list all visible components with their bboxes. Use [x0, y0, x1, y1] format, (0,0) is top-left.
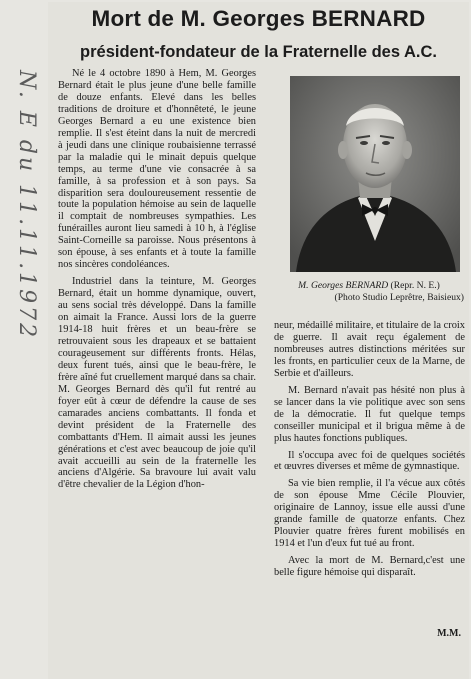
article-paragraph: neur, médaillé militaire, et titulaire de la croix de guerre. Il avait reçu également de nombreuses autres distinctions méritées sur les fronts, en particulier ceux de la Marne, de Serbie et d'ailleurs. — [274, 320, 465, 379]
portrait-photo — [290, 76, 460, 272]
article-paragraph: Né le 4 octobre 1890 à Hem, M. Georges Bernard était le plus jeune d'une belle famille de douze enfants. Elevé dans les belles traditions de droiture et d'honnêteté, le jeune Georges Bernard a eu une existence bien remplie. Il s'est éteint dans la nuit de mercredi à jeudi dans une clinique roubaisienne terrassé par la maladie qui le minait depuis quelque temps, au terme d'une vie consacrée à sa famille, à sa profession et à son pays. Sa disparition sera douloureusement ressentie de toute la population hémoise au sein de laquelle il comptait de nombreuses sympathies. Les funérailles auront lieu samedi à 10 h, à l'église Saint-Corneille sa paroisse. Nous présentons à son épouse, à ses enfants et à toute la famille nos sincères condoléances. — [58, 68, 256, 271]
article-column-right — [274, 320, 465, 584]
caption-rep: (Repr. N. E.) — [390, 280, 440, 291]
handwritten-note-text: N. E du 11.11.1972 — [14, 70, 39, 341]
article-title: Mort de M. Georges BERNARD — [91, 6, 426, 31]
handwritten-date-note — [3, 70, 45, 430]
article-subtitle: président-fondateur de la Fraternelle des A.C. — [80, 43, 437, 61]
newspaper-clipping — [48, 2, 469, 679]
article-column-left — [58, 68, 256, 496]
author-signature: M.M. — [437, 628, 461, 639]
caption-name: M. Georges BERNARD (Repr. N. E.) — [298, 280, 440, 291]
article-paragraph: Sa vie bien remplie, il l'a vécue aux côtés de son épouse Mme Cécile Plouvier, originaire de Lannoy, issue elle aussi d'une grande famille de quatorze enfants. Chez Plouvier quatre frères furent mobilisés en 1914 et l'un d'eux fut tué au front. — [274, 478, 465, 550]
article-paragraph: Avec la mort de M. Bernard,c'est une belle figure hémoise qui disparaît. — [274, 555, 465, 579]
article-paragraph: Industriel dans la teinture, M. Georges Bernard, était un homme dynamique, ouvert, au sens social très développé. Dans la famille on aimait la France. Aussi lors de la guerre 1914-18 huit frères et un beau-frère se retrouvaient sous les drapeaux et se battaient courageusement sur différents fronts. Hélas, deux furent tués, ainsi que le beau-frère, le frère aîné fut cruellement marqué dans sa chair. M. Georges Bernard dès qu'il fut rentré au foyer eût à cœur de défendre la cause de ses camarades anciens combattants. Il fonda et devint président de la Fraternelle des combattants d'Hem. Il aimait aussi les jeunes générations et c'est avec beaucoup de joie qu'il avait accueilli au sein de la fraternelle les anciens d'Algérie. Sa bravoure lui avait valu d'être chevalier de la Légion d'hon- — [58, 276, 256, 491]
caption-credit: (Photo Studio Leprêtre, Baisieux) — [334, 291, 464, 303]
article-paragraph: Il s'occupa avec foi de quelques sociétés et œuvres diverses et même de gymnastique. — [274, 449, 465, 473]
article-paragraph: M. Bernard n'avait pas hésité non plus à se lancer dans la vie politique avec son sens de la démocratie. Il fut quelque temps conseiller municipal et il brigua même à de plus hautes fonctions publiques. — [274, 384, 465, 444]
photo-caption — [274, 280, 464, 303]
